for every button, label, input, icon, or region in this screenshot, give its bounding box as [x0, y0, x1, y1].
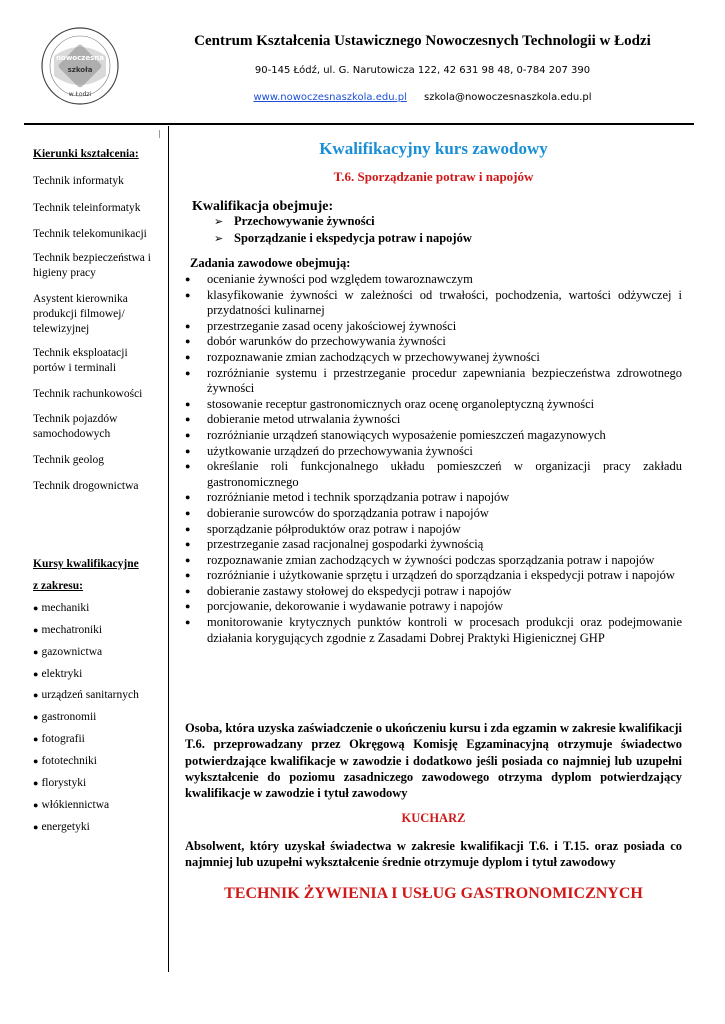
bullet-icon: ●: [185, 523, 191, 534]
bullet-icon: ●: [185, 554, 191, 565]
bullet-icon: ●: [33, 778, 39, 788]
svg-text:w Łodzi: w Łodzi: [68, 91, 92, 98]
zadanie-item: ● dobieranie metod utrwalania żywności: [185, 412, 401, 427]
school-address: 90-145 Łódź, ul. G. Narutowicza 122, 42 631 98 48, 0-784 207 390: [254, 65, 591, 76]
graduate-paragraph: Absolwent, który uzyskał świadectwa w zakresie kwalifikacji T.6. i T.15. oraz posiada co najmniej lub uzupełni wykształcenie średnie otrzymuje dyplom i tytuł zawodowy: [185, 839, 682, 870]
kurs-item: ● urządzeń sanitarnych: [33, 689, 139, 701]
zadanie-item: ● stosowanie receptur gastronomicznych oraz ocenę organoleptyczną żywności: [185, 396, 595, 411]
zadanie-item: ● porcjowanie, dekorowanie i wydawanie potrawy i napojów: [185, 599, 504, 614]
bullet-icon: ●: [185, 492, 191, 503]
kurs-item: ● gastronomii: [33, 711, 97, 723]
svg-text:szkoła: szkoła: [67, 66, 93, 74]
kursy-heading-2: z zakresu:: [33, 580, 83, 592]
bullet-icon: ●: [185, 414, 191, 425]
bullet-icon: ●: [33, 690, 39, 700]
kierunek-item: Technik geolog: [33, 454, 105, 466]
kierunek-item: Technik informatyk: [33, 175, 124, 187]
zadanie-item: ● rozpoznawanie zmian zachodzących w żywności podczas sporządzania potraw i napojów: [185, 552, 655, 567]
page-title: Kwalifikacyjny kurs zawodowy: [319, 139, 548, 158]
kierunek-item: Technik rachunkowości: [33, 388, 143, 400]
bullet-icon: ●: [33, 756, 39, 766]
kierunek-item: Technik pojazdów samochodowych: [33, 413, 118, 440]
bullet-icon: ●: [185, 398, 191, 409]
zadanie-item: ● dobieranie surowców do sporządzania potraw i napojów: [185, 505, 489, 520]
bullet-icon: ●: [185, 320, 191, 331]
arrow-icon: ➢: [214, 215, 224, 228]
bullet-icon: ●: [33, 712, 39, 722]
zadanie-item: ● rozróżnianie metod i technik sporządzania potraw i napojów: [185, 490, 510, 505]
kierunek-item: Technik telekomunikacji: [33, 228, 147, 240]
zadanie-item: ● przestrzeganie zasad racjonalnej gospodarki żywnością: [185, 537, 484, 552]
zadanie-item: ● ocenianie żywności pod względem towaroznawczym: [185, 272, 473, 286]
tick-mark: [159, 130, 160, 138]
bullet-icon: ●: [185, 367, 191, 378]
bullet-icon: ●: [33, 669, 39, 679]
column-divider: [168, 126, 169, 972]
bullet-icon: ●: [185, 336, 191, 347]
profession-title-technik: TECHNIK ŻYWIENIA I USŁUG GASTRONOMICZNYCH: [224, 885, 643, 902]
bullet-icon: ●: [33, 734, 39, 744]
bullet-icon: ●: [185, 461, 191, 472]
website-link[interactable]: www.nowoczesnaszkola.edu.pl: [253, 92, 407, 103]
bullet-icon: ●: [185, 617, 191, 628]
zadanie-item: ● klasyfikowanie żywności w zależności od trwałości, pochodzenia, wartości odżywczej i przydatności kulinarnej: [185, 287, 682, 318]
kurs-item: ● fototechniki: [33, 755, 98, 767]
bullet-icon: ●: [185, 289, 191, 300]
kierunki-heading: Kierunki kształcenia:: [33, 148, 139, 160]
certificate-paragraph: Osoba, która uzyska zaświadczenie o ukończeniu kursu i zda egzamin w zakresie kwalifikacji T.6. przeprowadzany przez Okręgową Komisję Egzaminacyjną otrzymuje świadectwo potwierdzające kwalifikacje w zawodzie i dodatkowo jeśli posiada co najmniej lub uzupełni wykształcenie do poziomu zasadniczego zawodowego otrzyma dyplom potwierdzający kwalifikacje w zawodzie i tytuł zawodowy: [185, 721, 682, 801]
kurs-item: ● mechaniki: [33, 602, 90, 614]
zadanie-item: ● rozróżnianie i użytkowanie sprzętu i urządzeń do sporządzania i ekspedycji potraw i napojów: [185, 568, 675, 583]
kierunek-item: Technik teleinformatyk: [33, 202, 141, 214]
bullet-icon: ●: [33, 800, 39, 810]
kierunek-item: Asystent kierownika produkcji filmowej/ telewizyjnej: [33, 293, 128, 335]
kurs-item: ● mechatroniki: [33, 624, 103, 636]
school-logo: [40, 26, 120, 106]
kwalifikacja-item: ➢ Przechowywanie żywności: [214, 214, 375, 228]
kwalifikacja-item: ➢ Sporządzanie i ekspedycja potraw i napojów: [214, 231, 472, 245]
zadanie-item: ● rozróżnianie systemu i przestrzeganie procedur zapewniania bezpieczeństwa zdrowotnego żywności: [185, 365, 682, 396]
email-text: szkola@nowoczesnaszkola.edu.pl: [424, 92, 592, 103]
zadanie-item: ● monitorowanie krytycznych punktów kontroli w procesach produkcji oraz podejmowanie działania korygujących zgodnie z Zasadami Dobrej Praktyki Higienicznej GHP: [185, 615, 682, 645]
kurs-item: ● energetyki: [33, 821, 90, 833]
bullet-icon: ●: [33, 647, 39, 657]
kurs-item: ● elektryki: [33, 668, 83, 680]
zadanie-item: ● rozróżnianie urządzeń stanowiących wyposażenie pomieszczeń magazynowych: [185, 427, 606, 442]
sidebar: [33, 147, 161, 833]
kursy-heading: Kursy kwalifikacyjne: [33, 558, 139, 570]
school-name: Centrum Kształcenia Ustawicznego Nowoczesnych Technologii w Łodzi: [194, 33, 651, 49]
kurs-item: ● włókiennictwa: [33, 799, 110, 811]
qualification-code: T.6. Sporządzanie potraw i napojów: [333, 169, 534, 184]
bullet-icon: ●: [33, 625, 39, 635]
bullet-icon: ●: [185, 570, 191, 581]
zadanie-item: ● dobór warunków do przechowywania żywności: [185, 334, 446, 349]
bullet-icon: ●: [185, 429, 191, 440]
kierunek-item: Technik eksploatacji portów i terminali: [33, 347, 128, 374]
header-divider: [24, 123, 694, 125]
kwalifikacja-list: [214, 213, 472, 247]
zadanie-item: ● przestrzeganie zasad oceny jakościowej żywności: [185, 318, 457, 333]
zadanie-item: ● sporządzanie półproduktów oraz potraw i napojów: [185, 521, 461, 536]
zadanie-item: ● użytkowanie urządzeń do przechowywania żywności: [185, 443, 473, 458]
bullet-icon: ●: [185, 601, 191, 612]
bullet-icon: ●: [185, 585, 191, 596]
bullet-icon: ●: [185, 274, 191, 284]
zadanie-item: ● określanie roli funkcjonalnego układu pomieszczeń w organizacji pracy zakładu gastronomicznego: [185, 459, 682, 489]
zadanie-item: ● dobieranie zastawy stołowej do ekspedycji potraw i napojów: [185, 583, 512, 598]
arrow-icon: ➢: [214, 232, 224, 245]
zadania-list: [185, 272, 682, 646]
profession-title-kucharz: KUCHARZ: [401, 811, 466, 825]
zadanie-item: ● rozpoznawanie zmian zachodzących w przechowywanej żywności: [185, 349, 540, 364]
bullet-icon: ●: [185, 539, 191, 550]
svg-text:nowoczesna: nowoczesna: [56, 54, 104, 62]
bullet-icon: ●: [185, 351, 191, 362]
zadania-heading: Zadania zawodowe obejmują:: [190, 256, 351, 270]
kierunek-item: Technik bezpieczeństwa i higieny pracy: [33, 252, 151, 279]
kurs-item: ● fotografii: [33, 733, 85, 745]
kurs-item: ● gazownictwa: [33, 646, 103, 658]
bullet-icon: ●: [185, 445, 191, 456]
bullet-icon: ●: [33, 822, 39, 832]
contact-line: [150, 92, 695, 103]
bullet-icon: ●: [185, 507, 191, 518]
kurs-item: ● florystyki: [33, 777, 87, 789]
bullet-icon: ●: [33, 603, 39, 613]
kwalifikacja-heading: Kwalifikacja obejmuje:: [192, 199, 334, 214]
kierunek-item: Technik drogownictwa: [33, 480, 139, 492]
